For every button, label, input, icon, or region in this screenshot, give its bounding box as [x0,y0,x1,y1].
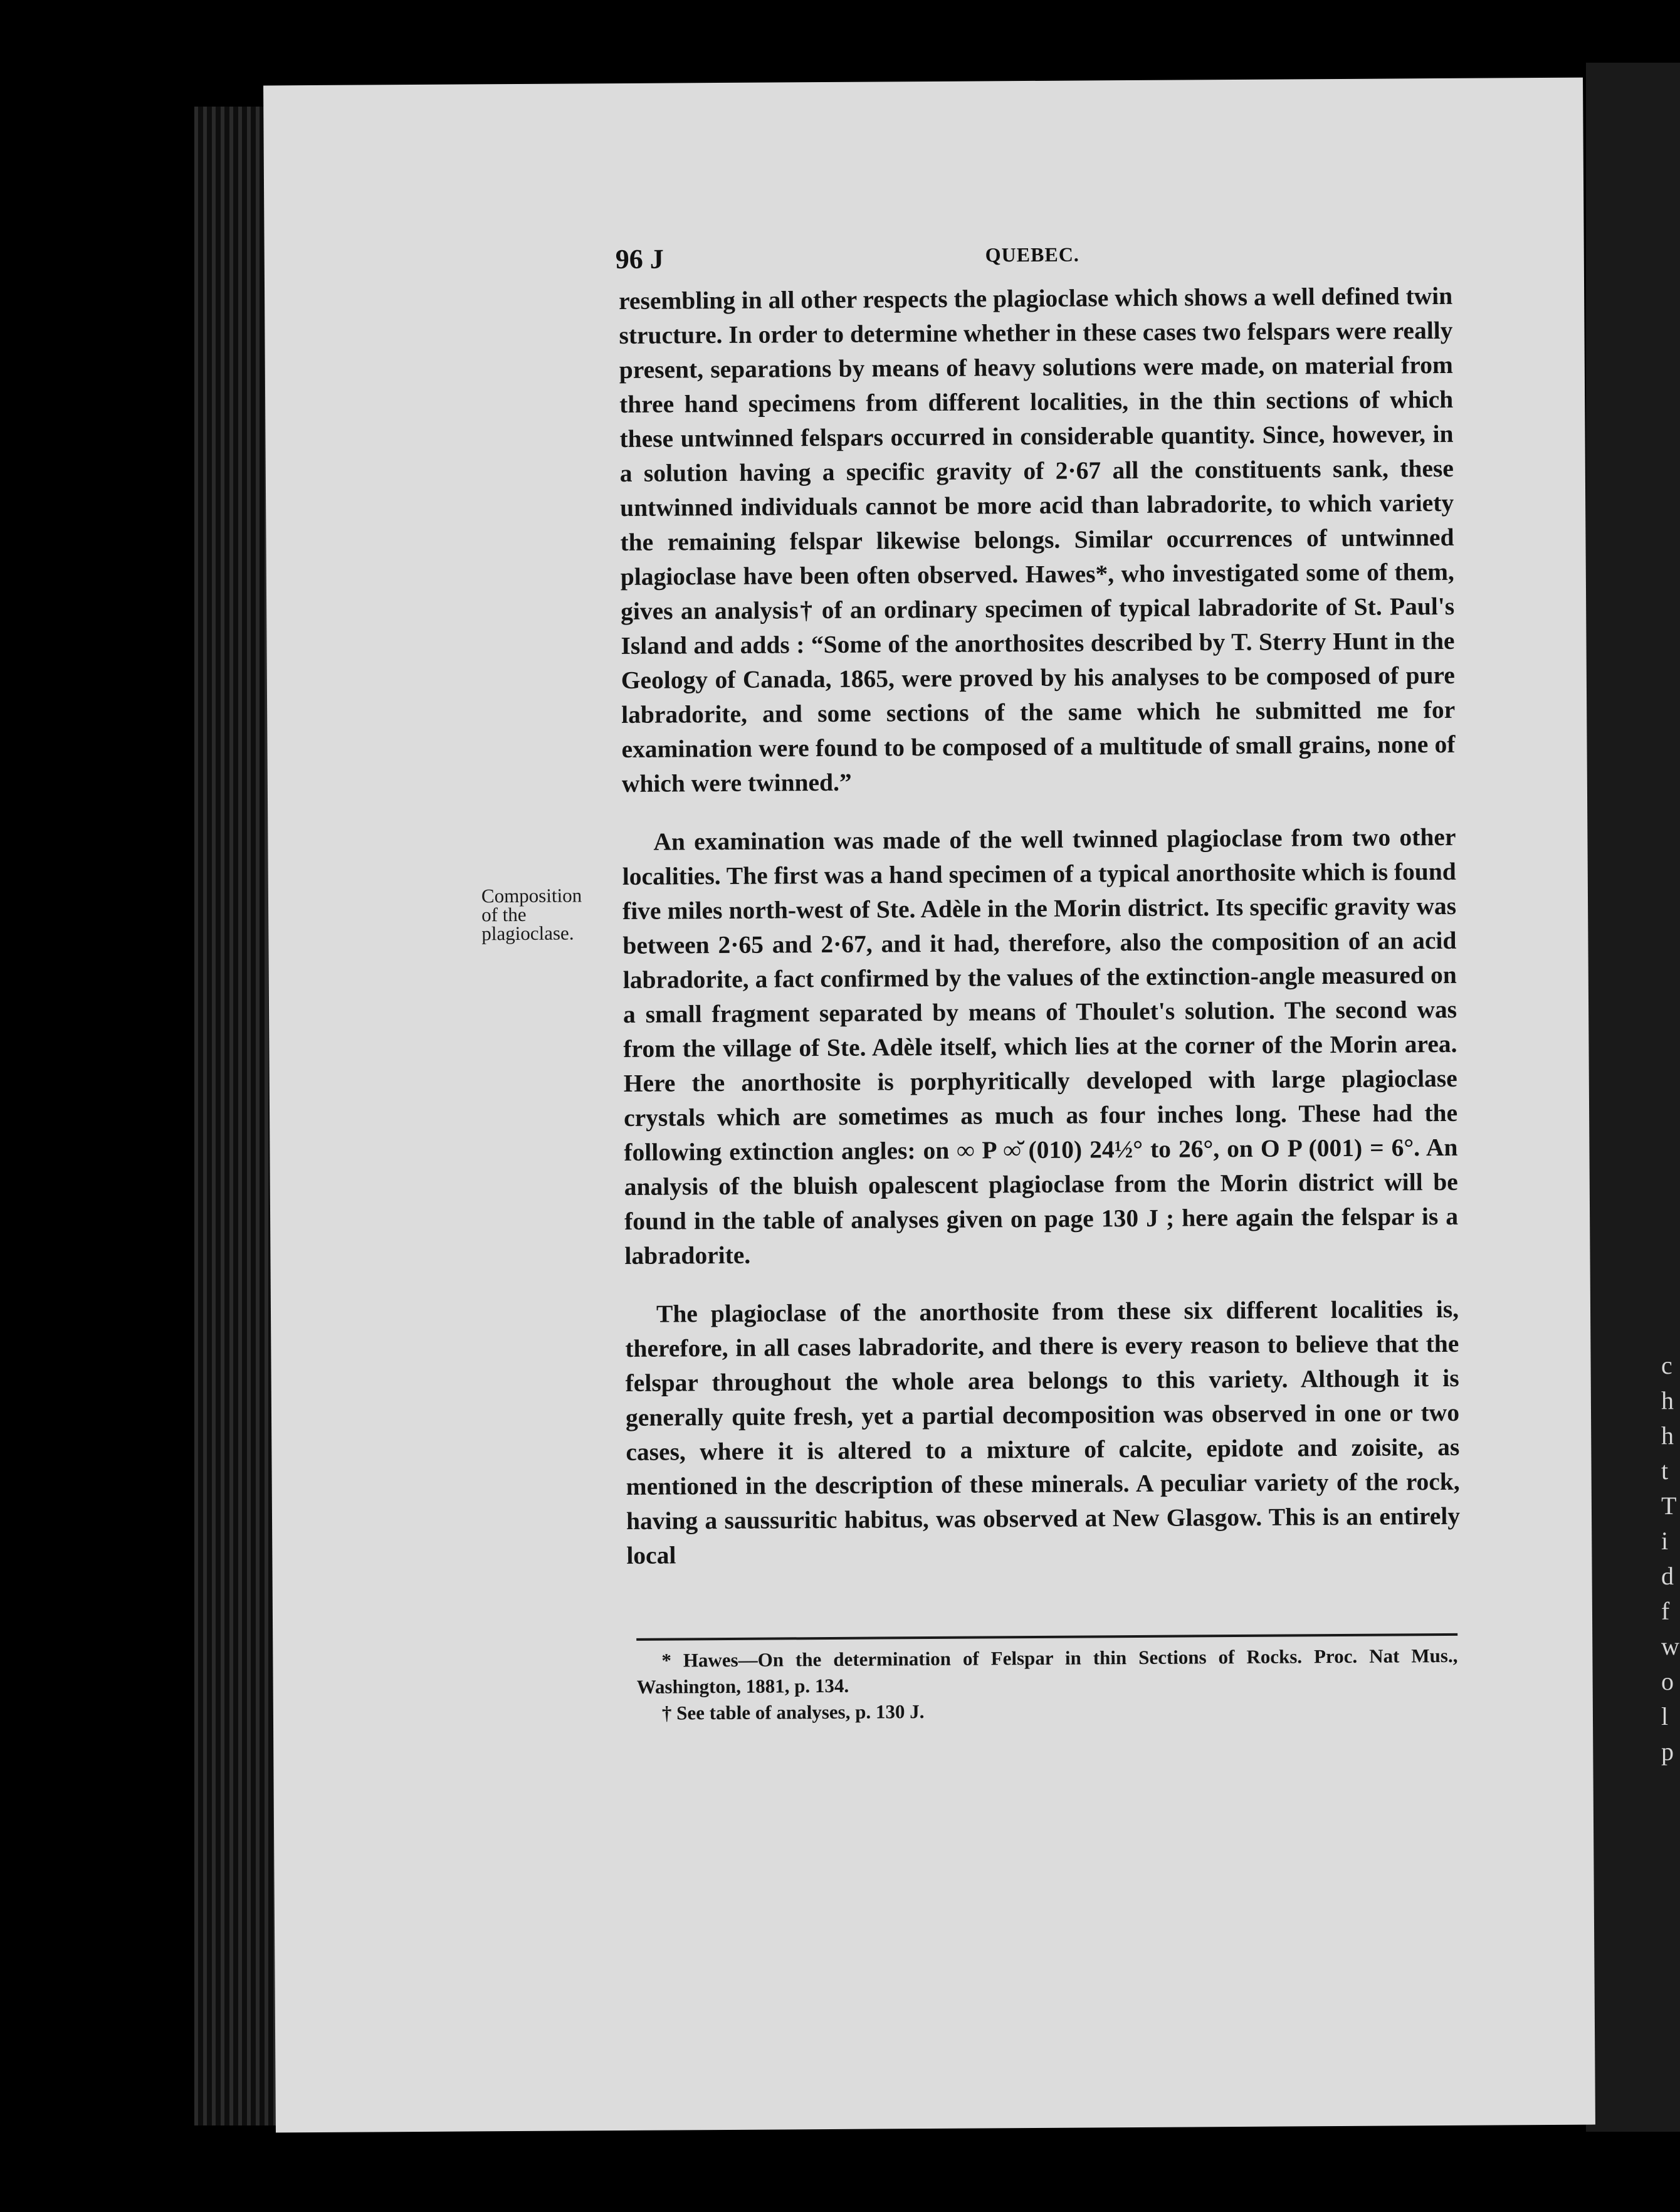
footnotes [636,1643,1458,1727]
facing-letter: w [1661,1632,1679,1660]
footnote: * Hawes—On the determination of Felspar in thin Sections of Rocks. Proc. Nat Mus., Washington, 1881, p. 134. [636,1644,1458,1698]
facing-letter: o [1661,1667,1674,1695]
page-header [616,238,1431,281]
facing-letter: i [1661,1527,1669,1555]
page-number: 96 J [615,243,664,275]
facing-letter: l [1661,1702,1669,1730]
facing-letter: d [1661,1562,1674,1590]
margin-note [481,886,620,943]
footnote: † See table of analyses, p. 130 J. [661,1700,925,1724]
facing-letter: p [1661,1737,1674,1766]
footnote-rule [636,1633,1457,1641]
margin-note-line: Composition [481,884,582,907]
facing-page-fragment [1661,1348,1680,1769]
body-text [619,279,1461,1573]
page-stack-edge [194,107,276,2125]
paragraph: resembling in all other respects the plagioclase which shows a well defined twin structure. In order to determine whether in these cases two felspars were really present, separations by means of heavy solutions were made, on material from three hand specimens from different localities, in the thin sections of which these untwinned felspars occurred in considerable quantity. Since, however, in a solution having a specific gravity of 2·67 all the constituents sank, these untwinned individuals cannot be more acid than labradorite, to which variety the remaining felspar likewise belongs. Similar occurrences of untwinned plagioclase have been often observed. Hawes*, who investigated some of them, gives an analysis† of an ordinary specimen of typical labradorite of St. Paul's Island and adds : “Some of the anorthosites described by T. Sterry Hunt in the Geology of Canada, 1865, were proved by his analyses to be composed of pure labradorite, and some sections of the same which he submitted me for examination were found to be composed of a multitude of small grains, none of which were twinned.” [619,282,1456,798]
book-page [263,78,1595,2133]
paragraph: An examination was made of the well twinned plagioclase from two other localities. The first was a hand specimen of a typical anorthosite which is found five miles north-west of Ste. Adèle in the Morin district. Its specific gravity was between 2·65 and 2·67, and it had, therefore, also the composition of an acid labradorite, a fact confirmed by the values of the extinction-angle measured on a small fragment separated by means of Thoulet's solution. The second was from the village of Ste. Adèle itself, which lies at the corner of the Morin area. Here the anorthosite is porphyritically developed with large plagioclase crystals which are sometimes as much as four inches long. These had the following extinction angles: on ∞ P ∞̆ (010) 24½° to 26°, on O P (001) = 6°. An analysis of the bluish opalescent plagioclase from the Morin district will be found in the table of analyses given on page 130 J ; here again the felspar is a labradorite. [622,823,1459,1270]
running-head: QUEBEC. [985,243,1079,266]
facing-letter: h [1661,1421,1674,1450]
margin-note-line: plagioclase. [481,922,574,945]
facing-page-edge [1586,63,1680,2132]
facing-letter: f [1661,1597,1670,1625]
facing-letter: c [1661,1351,1672,1379]
margin-note-line: of the [481,903,527,926]
paragraph: The plagioclase of the anorthosite from these six different localities is, therefore, in all cases labradorite, and there is every reason to believe that the felspar throughout the whole area belongs to this variety. Although it is generally quite fresh, yet a partial decomposition was observed in one or two cases, where it is altered to a mixture of calcite, epidote and zoisite, as mentioned in the description of these minerals. A peculiar variety of the rock, having a saussuritic habitus, was observed at New Glasgow. This is an entirely local [625,1295,1461,1569]
facing-letter: h [1661,1386,1674,1414]
facing-letter: t [1661,1456,1669,1485]
facing-letter: T [1661,1492,1677,1520]
